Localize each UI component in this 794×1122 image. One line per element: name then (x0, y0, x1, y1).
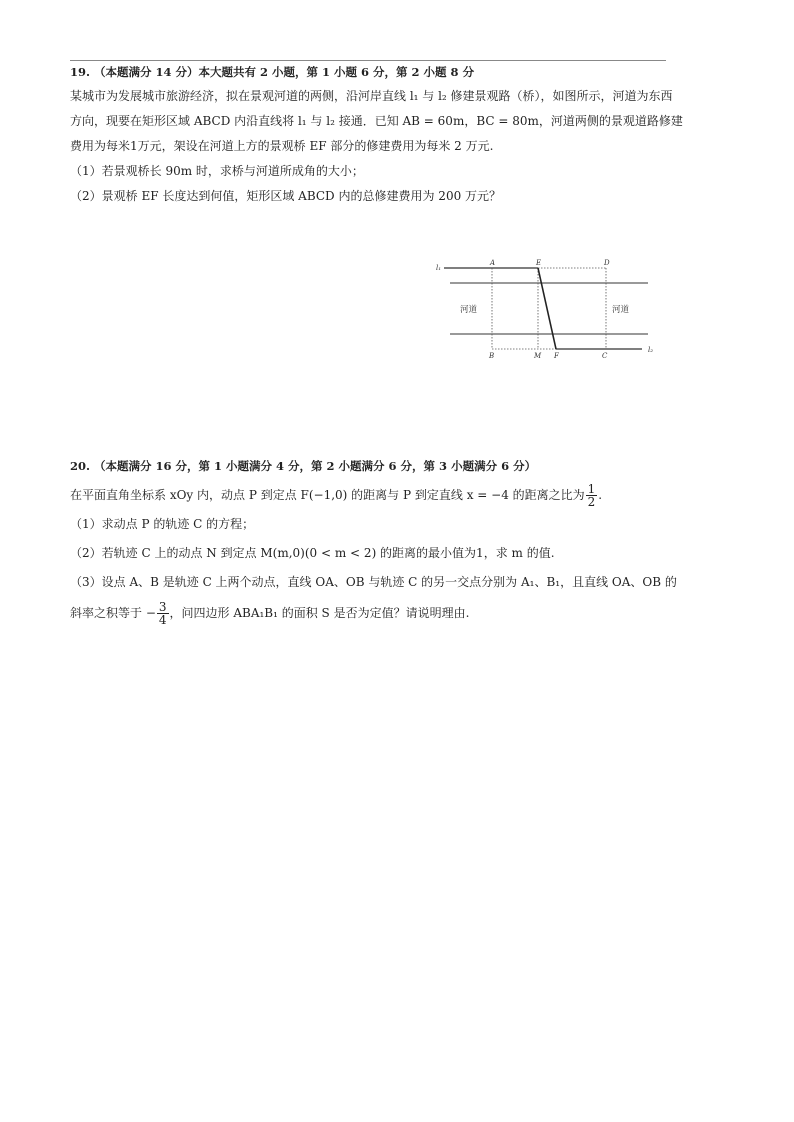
question-19 (70, 64, 683, 209)
top-divider (70, 60, 666, 61)
question-20-part-3-end: ，问四边形 ABA₁B₁ 的面积 S 是否为定值？请说明理由. (169, 606, 470, 620)
fraction-denominator: 4 (158, 613, 167, 627)
label-c: C (602, 352, 608, 360)
question-20 (70, 458, 677, 629)
label-l1: l₁ (436, 264, 442, 272)
question-19-part-1: （1）若景观桥长 90m 时，求桥与河道所成角的大小； (70, 164, 364, 178)
fraction-three-quarters (157, 601, 169, 626)
question-20-line-1 (70, 480, 670, 510)
label-d: D (604, 259, 610, 267)
question-20-part-3-line-1: （3）设点 A、B 是轨迹 C 上两个动点，直线 OA、OB 与轨迹 C 的另一交点分别为 A₁、B₁，且直线 OA、OB 的 (70, 575, 677, 589)
question-20-part-1: （1）求动点 P 的轨迹 C 的方程； (70, 517, 255, 531)
river-label-left: 河道 (460, 305, 478, 315)
river-label-right: 河道 (612, 305, 630, 315)
label-a: A (490, 259, 496, 267)
label-f: F (554, 352, 559, 360)
question-20-part-2: （2）若轨迹 C 上的动点 N 到定点 M(m,0)(0 < m < 2) 的距离的最小值为1，求 m 的值. (70, 546, 555, 560)
label-m: M (534, 352, 542, 360)
label-e: E (536, 259, 542, 267)
bridge-ef (538, 268, 556, 349)
question-19-line-1: 某城市为发展城市旅游经济，拟在景观河道的两侧，沿河岸直线 l₁ 与 l₂ 修建景观路（桥），如图所示，河道为东西 (70, 89, 673, 103)
fraction-numerator: 1 (587, 482, 596, 496)
fraction-numerator: 3 (158, 600, 167, 614)
river-bridge-diagram (430, 252, 670, 370)
question-20-line-1-text: 在平面直角坐标系 xOy 内，动点 P 到定点 F(−1,0) 的距离与 P 到定直线 x = −4 的距离之比为 (70, 488, 585, 502)
label-b: B (489, 352, 495, 360)
question-20-part-3-line-2 (70, 597, 670, 629)
question-19-part-2: （2）景观桥 EF 长度达到何值，矩形区域 ABCD 内的总修建费用为 200 万元？ (70, 189, 502, 203)
question-20-header: 20. （本题满分 16 分，第 1 小题满分 4 分，第 2 小题满分 6 分，第 3 小题满分 6 分） (70, 459, 537, 473)
question-20-body (70, 480, 677, 629)
label-l2: l₂ (648, 346, 654, 354)
fraction-denominator: 2 (587, 495, 596, 509)
question-19-line-3: 费用为每米1万元，架设在河道上方的景观桥 EF 部分的修建费用为每米 2 万元. (70, 139, 494, 153)
question-19-line-2: 方向，现要在矩形区域 ABCD 内沿直线将 l₁ 与 l₂ 接通．已知 AB = 60m，BC = 80m，河道两侧的景观道路修建 (70, 114, 683, 128)
question-19-header: 19. （本题满分 14 分）本大题共有 2 小题，第 1 小题 6 分，第 2 小题 8 分 (70, 65, 475, 79)
fraction-one-half (586, 483, 598, 508)
river-bridge-figure (430, 252, 670, 370)
question-20-line-1-end: . (598, 488, 603, 502)
question-20-part-3-text: 斜率之积等于 − (70, 606, 156, 620)
question-19-body (70, 84, 683, 209)
